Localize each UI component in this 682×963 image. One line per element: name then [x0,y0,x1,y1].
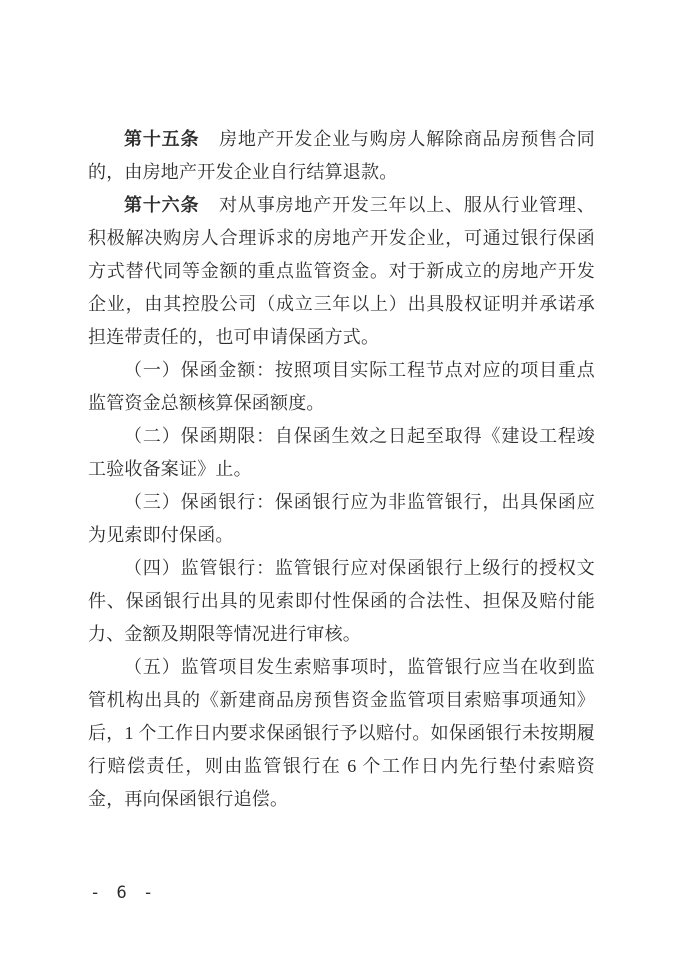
article-16-text: 对从事房地产开发三年以上、服从行业管理、积极解决购房人合理诉求的房地产开发企业，可通过银行保函方式替代同等金额的重点监管资金。对于新成立的房地产开发企业，由其控股公司（成立三年以上）出具股权证明并承诺承担连带责任的，也可申请保函方式。 [88,195,595,347]
item-1-text: （一）保函金额：按照项目实际工程节点对应的项目重点监管资金总额核算保函额度。 [88,360,595,413]
paragraph-item-1 [88,354,595,420]
paragraph-item-2 [88,420,595,486]
paragraph-item-3 [88,486,595,552]
article-15-text: 房地产开发企业与购房人解除商品房预售合同的，由房地产开发企业自行结算退款。 [88,129,595,182]
document-body [88,123,595,816]
paragraph-article-15 [88,123,595,189]
paragraph-item-5 [88,651,595,816]
page-number: - 6 - [90,883,157,903]
paragraph-article-16 [88,189,595,354]
item-4-text: （四）监管银行：监管银行应对保函银行上级行的授权文件、保函银行出具的见索即付性保函的合法性、担保及赔付能力、金额及期限等情况进行审核。 [88,558,595,644]
item-3-text: （三）保函银行：保函银行应为非监管银行，出具保函应为见索即付保函。 [88,492,595,545]
item-2-text: （二）保函期限：自保函生效之日起至取得《建设工程竣工验收备案证》止。 [88,426,595,479]
article-15-heading: 第十五条 [124,129,200,149]
item-5-text: （五）监管项目发生索赔事项时，监管银行应当在收到监管机构出具的《新建商品房预售资金监管项目索赔事项通知》后，1 个工作日内要求保函银行予以赔付。如保函银行未按期履行赔偿责任，则由监管银行在 6 个工作日内先行垫付索赔资金，再向保函银行追偿。 [88,657,595,809]
article-16-heading: 第十六条 [124,195,200,215]
paragraph-item-4 [88,552,595,651]
